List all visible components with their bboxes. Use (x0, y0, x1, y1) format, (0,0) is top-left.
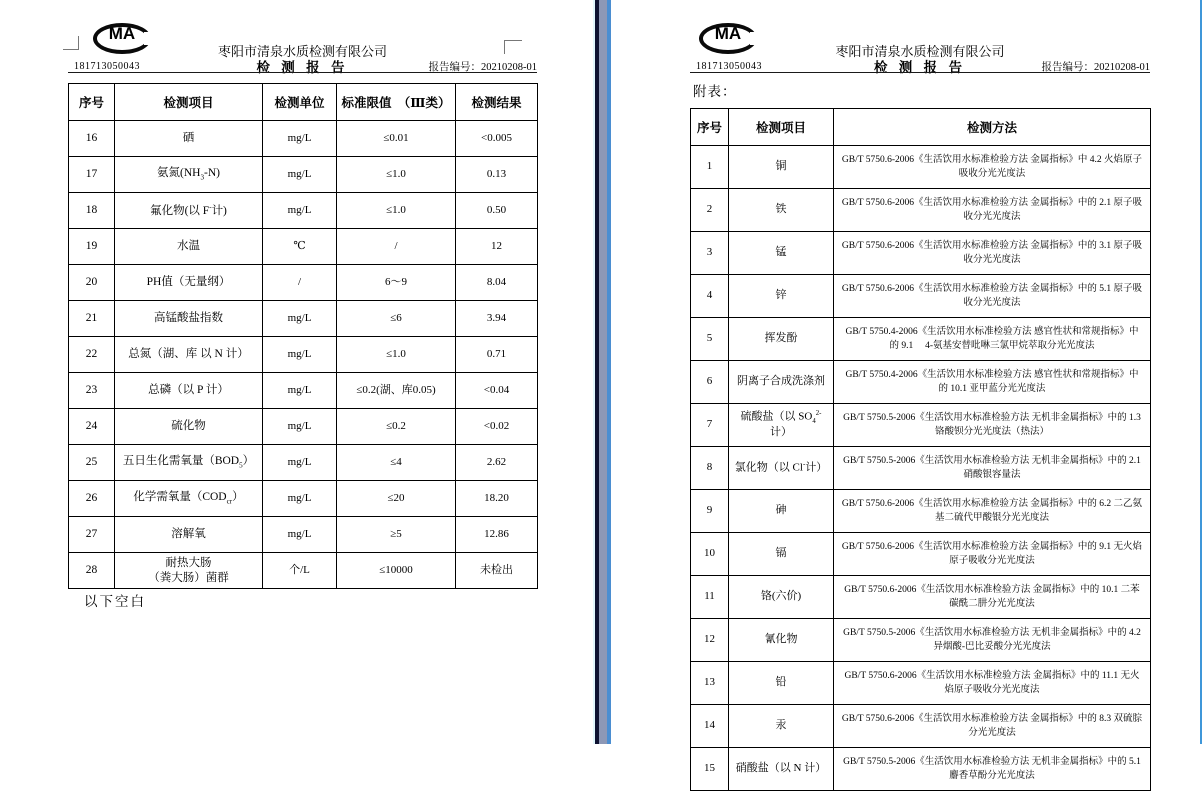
test-methods-table (690, 108, 1151, 791)
cell-item: 溶解氧 (115, 517, 263, 553)
table-row (69, 157, 538, 193)
table-row (69, 121, 538, 157)
cell-result: 18.20 (456, 481, 538, 517)
cell-unit: mg/L (263, 517, 337, 553)
cell-result: 0.71 (456, 337, 538, 373)
cell-result: 2.62 (456, 445, 538, 481)
cell-result: 0.50 (456, 193, 538, 229)
cell-index: 28 (69, 553, 115, 589)
cell-index: 2 (691, 189, 729, 232)
cell-item: 锰 (729, 232, 834, 275)
cell-result: 3.94 (456, 301, 538, 337)
cell-item: 高锰酸盐指数 (115, 301, 263, 337)
cell-limit: ≤1.0 (337, 193, 456, 229)
cell-index: 19 (69, 229, 115, 265)
cell-index: 6 (691, 361, 729, 404)
cell-item: 挥发酚 (729, 318, 834, 361)
table-row (691, 361, 1151, 404)
cell-item: 氟化物(以 F-计) (115, 193, 263, 229)
cell-unit: mg/L (263, 301, 337, 337)
cell-item: 总氮（湖、库 以 N 计） (115, 337, 263, 373)
table-row (69, 517, 538, 553)
cell-method: GB/T 5750.6-2006《生活饮用水标准检验方法 金属指标》中的 8.3 双硫腙分光光度法 (834, 705, 1151, 748)
cell-index: 27 (69, 517, 115, 553)
company-name: 枣阳市清泉水质检测有限公司 (835, 44, 1005, 59)
cell-unit: mg/L (263, 193, 337, 229)
cell-unit: mg/L (263, 409, 337, 445)
cell-index: 4 (691, 275, 729, 318)
table-row (691, 146, 1151, 189)
cell-index: 14 (691, 705, 729, 748)
table-row (69, 553, 538, 589)
report-title: 检 测 报 告 (256, 60, 349, 75)
cell-index: 21 (69, 301, 115, 337)
table-header-row (69, 84, 538, 121)
cell-method: GB/T 5750.5-2006《生活饮用水标准检验方法 无机非金属指标》中的 5.1 麝香草酚分光光度法 (834, 748, 1151, 791)
cell-item: 五日生化需氧量$(BOD_5)$ (115, 445, 263, 481)
cma-logo-text: MA (108, 24, 136, 43)
cell-index: 25 (69, 445, 115, 481)
cell-limit: ≤0.2 (337, 409, 456, 445)
cell-item: 水温 (115, 229, 263, 265)
report-title: 检 测 报 告 (873, 60, 967, 75)
cell-index: 1 (691, 146, 729, 189)
cell-result: 12.86 (456, 517, 538, 553)
cell-index: 9 (691, 490, 729, 533)
cell-index: 23 (69, 373, 115, 409)
cell-item: 锌 (729, 275, 834, 318)
cell-result: <0.02 (456, 409, 538, 445)
cell-index: 5 (691, 318, 729, 361)
company-name: 枣阳市清泉水质检测有限公司 (217, 44, 387, 59)
cell-item: 总磷（以 P 计） (115, 373, 263, 409)
report-number: 报告编号：20210208-01 (428, 62, 537, 73)
cell-limit: ≤0.01 (337, 121, 456, 157)
cma-logo-text: MA (714, 24, 742, 43)
test-results-table (68, 83, 538, 589)
cell-index: 11 (691, 576, 729, 619)
report-header (690, 0, 1150, 80)
cell-item: 镉 (729, 533, 834, 576)
cell-item: 铅 (729, 662, 834, 705)
table-row (69, 193, 538, 229)
cell-unit: mg/L (263, 157, 337, 193)
cell-method: GB/T 5750.6-2006《生活饮用水标准检验方法 金属指标》中的 9.1 无火焰原子吸收分光光度法 (834, 533, 1151, 576)
cell-item: 铜 (729, 146, 834, 189)
table-row (69, 481, 538, 517)
cell-unit: mg/L (263, 373, 337, 409)
column-header-method: 检测方法 (834, 109, 1151, 146)
table-row (691, 490, 1151, 533)
cell-limit: ≤1.0 (337, 337, 456, 373)
cell-item: PH值（无量纲） (115, 265, 263, 301)
cell-index: 13 (691, 662, 729, 705)
cell-index: 15 (691, 748, 729, 791)
column-header-item: 检测项目 (729, 109, 834, 146)
cell-method: GB/T 5750.6-2006《生活饮用水标准检验方法 金属指标》中的 2.1 原子吸收分光光度法 (834, 189, 1151, 232)
table-row (69, 373, 538, 409)
cell-limit: ≤4 (337, 445, 456, 481)
report-number: 报告编号：20210208-01 (1041, 62, 1150, 73)
table-row (691, 189, 1151, 232)
column-header-index: 序号 (691, 109, 729, 146)
cell-method: GB/T 5750.6-2006《生活饮用水标准检验方法 金属指标》中的 11.1 无火焰原子吸收分光光度法 (834, 662, 1151, 705)
cell-index: 3 (691, 232, 729, 275)
table-row (691, 275, 1151, 318)
cell-method: GB/T 5750.6-2006《生活饮用水标准检验方法 金属指标》中的 10.1 二苯碳酰二肼分光光度法 (834, 576, 1151, 619)
cell-result: 0.13 (456, 157, 538, 193)
column-header-item: 检测项目 (115, 84, 263, 121)
cell-index: 8 (691, 447, 729, 490)
table-row (691, 576, 1151, 619)
test-results-body (69, 121, 538, 589)
cell-method: GB/T 5750.4-2006《生活饮用水标准检验方法 感官性状和常规指标》中的 10.1 亚甲蓝分光光度法 (834, 361, 1151, 404)
cell-index: 7 (691, 404, 729, 447)
table-row (691, 404, 1151, 447)
column-header-result: 检测结果 (456, 84, 538, 121)
cell-item: 铁 (729, 189, 834, 232)
cell-limit: ≥5 (337, 517, 456, 553)
cell-method: GB/T 5750.6-2006《生活饮用水标准检验方法 金属指标》中的 5.1 原子吸收分光光度法 (834, 275, 1151, 318)
cell-method: GB/T 5750.6-2006《生活饮用水标准检验方法 金属指标》中的 3.1 原子吸收分光光度法 (834, 232, 1151, 275)
table-row (691, 662, 1151, 705)
table-row (69, 265, 538, 301)
cell-limit: ≤20 (337, 481, 456, 517)
cell-method: GB/T 5750.5-2006《生活饮用水标准检验方法 无机非金属指标》中的 4.2 异烟酸-巴比妥酸分光光度法 (834, 619, 1151, 662)
cell-method: GB/T 5750.4-2006《生活饮用水标准检验方法 感官性状和常规指标》中的 9.1 4-氨基安替吡啉三氯甲烷萃取分光光度法 (834, 318, 1151, 361)
cell-result: <0.005 (456, 121, 538, 157)
cell-result: 未检出 (456, 553, 538, 589)
appendix-label: 附表： (693, 84, 737, 99)
cell-limit: 6～9 (337, 265, 456, 301)
cell-limit: ≤10000 (337, 553, 456, 589)
table-row (691, 705, 1151, 748)
cell-unit: / (263, 265, 337, 301)
column-header-unit: 检测单位 (263, 84, 337, 121)
cell-index: 10 (691, 533, 729, 576)
cell-index: 18 (69, 193, 115, 229)
report-page-methods (611, 0, 1202, 781)
cell-limit: ≤1.0 (337, 157, 456, 193)
cell-item: 化学需氧量$(COD_{cr})$ (115, 481, 263, 517)
cell-item: 硫酸盐（以 $SO_4^{2-}$计） (729, 404, 834, 447)
report-header (68, 0, 537, 80)
table-row (691, 748, 1151, 791)
test-methods-body (691, 146, 1151, 791)
cell-index: 24 (69, 409, 115, 445)
blank-below-note: 以下空白 (84, 594, 146, 609)
cell-item: 耐热大肠 （粪大肠）菌群 (115, 553, 263, 589)
cell-item: 氯化物（以 Cl-计） (729, 447, 834, 490)
window-split-divider[interactable] (593, 0, 611, 744)
cell-unit: mg/L (263, 337, 337, 373)
cell-index: 20 (69, 265, 115, 301)
column-header-index: 序号 (69, 84, 115, 121)
table-row (69, 445, 538, 481)
cell-item: 氰化物 (729, 619, 834, 662)
cell-unit: ℃ (263, 229, 337, 265)
cell-item: 硝酸盐（以 N 计） (729, 748, 834, 791)
cell-index: 22 (69, 337, 115, 373)
table-row (69, 229, 538, 265)
table-row (69, 301, 538, 337)
cell-index: 17 (69, 157, 115, 193)
cell-unit: mg/L (263, 121, 337, 157)
serial-number: 181713050043 (74, 61, 140, 72)
cell-unit: 个/L (263, 553, 337, 589)
cell-method: GB/T 5750.5-2006《生活饮用水标准检验方法 无机非金属指标》中的 2.1 硝酸银容量法 (834, 447, 1151, 490)
cell-item: 阴离子合成洗涤剂 (729, 361, 834, 404)
cell-unit: mg/L (263, 445, 337, 481)
serial-number: 181713050043 (696, 61, 762, 72)
table-row (691, 619, 1151, 662)
report-page-results (0, 0, 593, 744)
table-row (691, 533, 1151, 576)
cell-item: 硫化物 (115, 409, 263, 445)
cell-item: 铬(六价) (729, 576, 834, 619)
cell-method: GB/T 5750.5-2006《生活饮用水标准检验方法 无机非金属指标》中的 1.3 铬酸钡分光光度法（热法） (834, 404, 1151, 447)
table-row (691, 447, 1151, 490)
table-row (691, 318, 1151, 361)
cell-limit: ≤6 (337, 301, 456, 337)
cell-unit: mg/L (263, 481, 337, 517)
cell-method: GB/T 5750.6-2006《生活饮用水标准检验方法 金属指标》中的 6.2 二乙氨基二硫代甲酸银分光光度法 (834, 490, 1151, 533)
cell-item: 汞 (729, 705, 834, 748)
cell-limit: ≤0.2(湖、库0.05) (337, 373, 456, 409)
cell-item: 砷 (729, 490, 834, 533)
cell-result: 8.04 (456, 265, 538, 301)
table-row (69, 337, 538, 373)
cell-result: <0.04 (456, 373, 538, 409)
cell-index: 16 (69, 121, 115, 157)
cell-limit: / (337, 229, 456, 265)
cell-index: 12 (691, 619, 729, 662)
header-rule (690, 72, 1150, 73)
cell-index: 26 (69, 481, 115, 517)
cell-item: 氨氮$(NH_3-N)$ (115, 157, 263, 193)
header-rule (68, 72, 537, 73)
table-header-row (691, 109, 1151, 146)
column-header-limit: 标准限值 （Ⅲ类） (337, 84, 456, 121)
table-row (69, 409, 538, 445)
table-row (691, 232, 1151, 275)
cell-item: 硒 (115, 121, 263, 157)
cell-result: 12 (456, 229, 538, 265)
cell-method: GB/T 5750.6-2006《生活饮用水标准检验方法 金属指标》中 4.2 火焰原子吸收分光光度法 (834, 146, 1151, 189)
